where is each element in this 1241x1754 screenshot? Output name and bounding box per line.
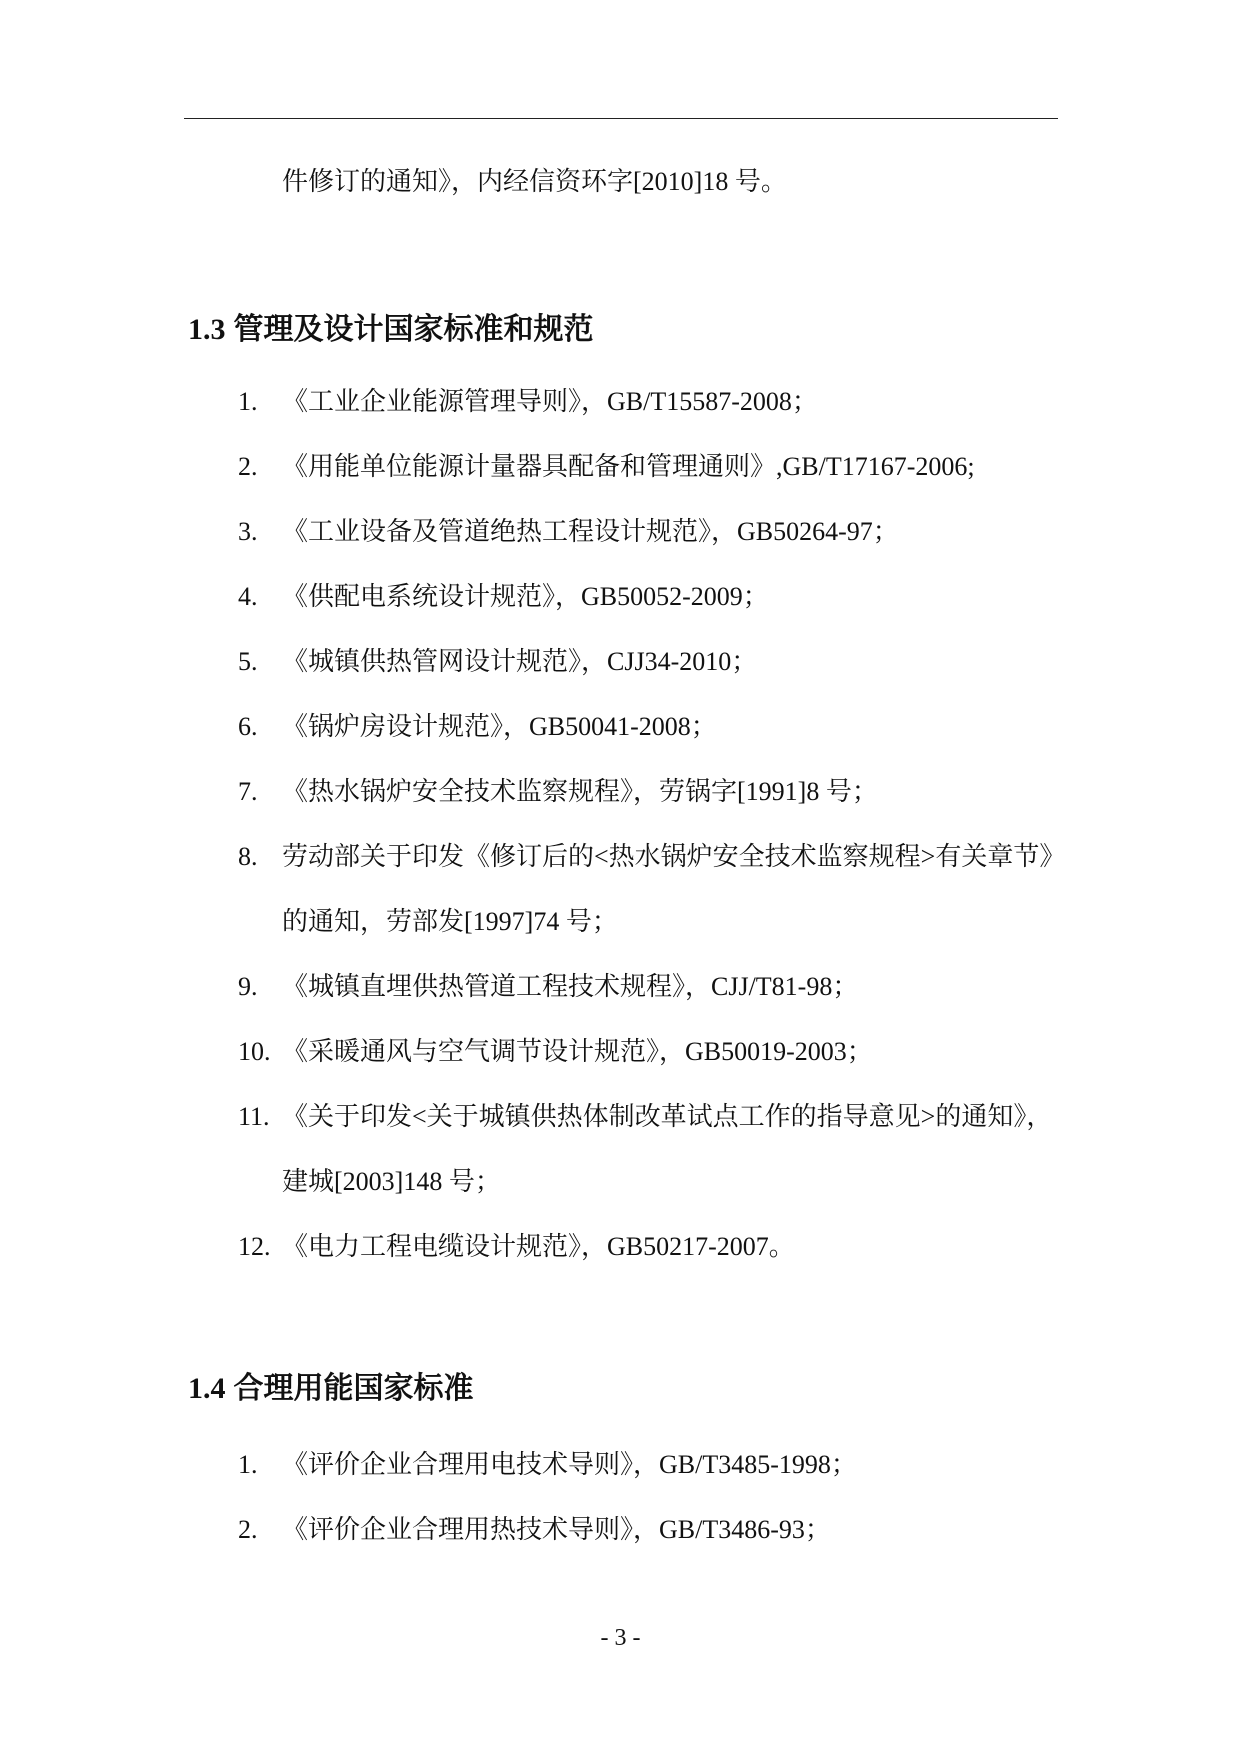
list-item-text: 《评价企业合理用热技术导则》，GB/T3486-93；	[282, 1515, 831, 1544]
list-item-text: 《锅炉房设计规范》，GB50041-2008；	[282, 712, 717, 741]
list-item	[238, 967, 1068, 1007]
list-item-number: 1.	[238, 387, 258, 416]
list-item-number: 1.	[238, 1450, 258, 1479]
list-item	[238, 382, 1068, 422]
list-item-text: 《热水锅炉安全技术监察规程》，劳锅字[1991]8 号；	[282, 777, 878, 806]
section-heading-1-3	[188, 310, 594, 350]
list-item-number: 8.	[238, 842, 258, 871]
header-rule	[184, 118, 1058, 119]
list-item-number: 10.	[238, 1037, 271, 1066]
list-item-text: 《用能单位能源计量器具配备和管理通则》,GB/T17167-2006;	[282, 452, 975, 481]
list-item-number: 6.	[238, 712, 258, 741]
section-heading-1-4	[188, 1369, 474, 1409]
list-item-text: 《采暖通风与空气调节设计规范》，GB50019-2003；	[282, 1037, 873, 1066]
list-item	[238, 772, 1068, 812]
list-item-number: 2.	[238, 1515, 258, 1544]
list-item	[238, 447, 1068, 487]
section-number: 1.4	[188, 1372, 226, 1405]
list-item-text: 《评价企业合理用电技术导则》，GB/T3485-1998；	[282, 1450, 857, 1479]
section-title: 合理用能国家标准	[233, 1371, 474, 1406]
continuation-text: 件修订的通知》，内经信资环字[2010]18 号。	[282, 167, 787, 196]
list-item-text: 《城镇直埋供热管道工程技术规程》，CJJ/T81-98；	[282, 972, 859, 1001]
list-item-text: 《城镇供热管网设计规范》，CJJ34-2010；	[282, 647, 758, 676]
list-item	[238, 824, 1068, 954]
list-item-number: 12.	[238, 1232, 271, 1261]
list-item	[238, 1510, 1068, 1550]
list-item-number: 4.	[238, 582, 258, 611]
list-item-number: 5.	[238, 647, 258, 676]
section-title: 管理及设计国家标准和规范	[233, 312, 594, 347]
list-item-number: 2.	[238, 452, 258, 481]
list-item-number: 7.	[238, 777, 258, 806]
list-item-number: 9.	[238, 972, 258, 1001]
list-item	[238, 512, 1068, 552]
list-item-text: 《关于印发<关于城镇供热体制改革试点工作的指导意见>的通知》，建城[2003]148 号；	[282, 1102, 1053, 1196]
list-item-number: 3.	[238, 517, 258, 546]
list-item	[238, 1084, 1068, 1214]
list-item	[238, 707, 1068, 747]
list-item-text: 《供配电系统设计规范》，GB50052-2009；	[282, 582, 769, 611]
list-item	[238, 1032, 1068, 1072]
list-item	[238, 642, 1068, 682]
list-item-text: 《工业设备及管道绝热工程设计规范》，GB50264-97；	[282, 517, 899, 546]
list-item	[238, 1445, 1068, 1485]
list-item-text: 《电力工程电缆设计规范》，GB50217-2007。	[282, 1232, 795, 1261]
page-number: - 3 -	[600, 1625, 641, 1651]
list-item-text: 《工业企业能源管理导则》，GB/T15587-2008；	[282, 387, 818, 416]
list-item-text: 劳动部关于印发《修订后的<热水锅炉安全技术监察规程>有关章节》的通知，劳部发[1997]74 号；	[282, 842, 1053, 936]
list-item	[238, 577, 1068, 617]
section-number: 1.3	[188, 313, 226, 346]
list-item-number: 11.	[238, 1102, 270, 1131]
list-item	[238, 1227, 1068, 1267]
